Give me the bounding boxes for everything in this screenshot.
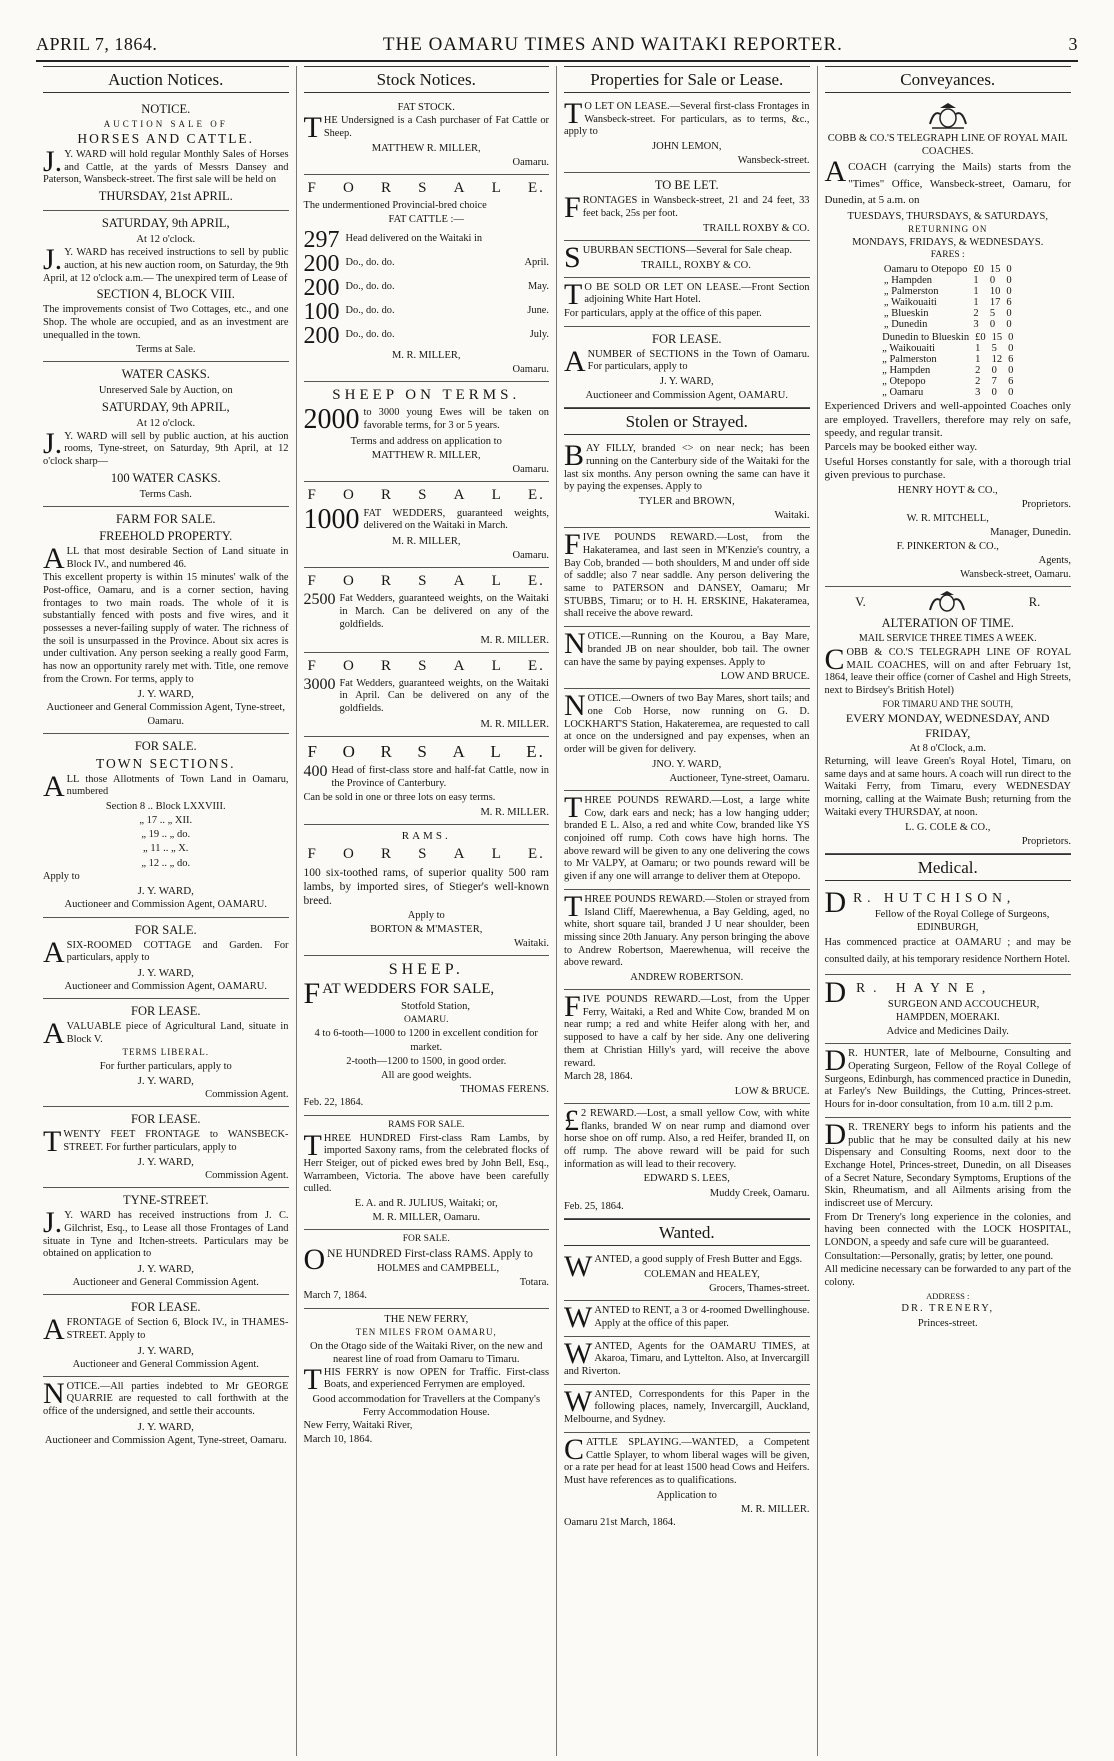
newspaper-title: THE OAMARU TIMES AND WAITAKI REPORTER. [382,34,843,55]
ad-bay-mares-notice [564,689,810,791]
ad-subtitle: SURGEON AND ACCOUCHEUR, [887,998,1040,1010]
royal-crest-icon [927,590,967,614]
for-sale-heading: F O R S A L E. [307,487,545,504]
ad-dr-trenery [825,1118,1072,1335]
ad-subtitle: TOWN SECTIONS. [95,755,236,771]
ad-title: FARM FOR SALE. [116,511,216,526]
ad-for-sale-wedders-2500 [304,568,550,652]
ad-body-2: The improvements consist of Two Cottages, etc., and one Shop. The whole are occupied, and as an investment are unequalled in the town. [43,304,289,341]
ad-place: Oamaru. [512,464,549,476]
ad-body: ASIX-ROOMED COTTAGE and Garden. For particulars, apply to [43,935,289,969]
ad-terms: Terms at Sale. [135,344,196,356]
ad-for-sale-wedders-3000 [304,653,550,737]
ad-lot: 100 WATER CASKS. [110,470,221,485]
ad-number-row [304,677,550,717]
ad-place: EDINBURGH, [917,921,979,933]
ad-subtitle: Unreserved Sale by Auction, on [98,385,233,397]
ad-farm-for-sale [43,507,289,734]
ad-address-label: ADDRESS : [926,1290,970,1301]
ad-new-ferry [304,1309,550,1452]
ad-signature: LOW AND BRUCE. [720,671,810,683]
ad-place: Waitaki. [774,510,810,522]
ad-body: NOTICE.—Owners of two Bay Mares, short tails; and one Cob Horse, now running on G. D. LOCKHART'S Station, Hakateremea, are requested to call at once on the undersigned and pay expenses, when an order will be given for delivery. [564,689,810,756]
ad-signature: M. R. MILLER. [480,634,549,646]
ad-place-2: OAMARU. [403,1014,449,1025]
ad-title: FOR SALE. [134,922,197,937]
ad-place: Stotfold Station, [401,1001,471,1013]
table-row: „ Waikouaiti 1 17 6 [883,297,1012,309]
column-conveyances [818,66,1079,1756]
ad-title: SHEEP ON TERMS. [332,386,521,403]
page-number: 3 [1068,34,1078,54]
issue-date: APRIL 7, 1864. [36,34,158,54]
ad-water-casks [43,362,289,506]
ad-body: J.Y. WARD has received instructions from J. C. Gilchrist, Esq., to Lease all those Frontages of Land situate in Tyne and Itchen-streets. Particulars may be obtained on application to [43,1206,289,1260]
ad-number: 1000 [303,504,360,536]
ad-rams-for-sale [304,1116,550,1231]
section-heading-medical: Medical. [825,854,1072,881]
ad-signature-3-place: Wansbeck-street, Oamaru. [960,569,1071,581]
ad-title: SATURDAY, 9th APRIL, [101,216,230,231]
ad-date: March 28, 1864. [564,1071,633,1083]
ad-signature: LOW & BRUCE. [734,1085,810,1097]
column-properties [557,66,818,1756]
ad-body: Advice and Medicines Daily. [886,1026,1009,1038]
ad-body: ONE HUNDRED First-class RAMS. Apply to [303,1243,533,1277]
ad-body: BAY FILLY, branded <> on near neck; has been running on the Canterbury side of the Waitaki for the last six months. Any person owning the same can have it by paying the expenses. Apply to [564,439,810,493]
table-row: „ Otepopo 2 7 6 [882,376,1014,388]
ad-subtitle: FAT WEDDERS FOR SALE, [303,977,495,1011]
ad-apply: For further particulars, apply to [99,1060,232,1072]
ad-subtitle: At 12 o'clock. [136,234,196,246]
ad-for-lease-sections [564,327,810,409]
section-row: „ 17 .. „ XII. [139,815,193,827]
ad-body-2: Can be sold in one or three lots on easy terms. [303,792,496,804]
for-sale-heading: F O R S A L E. [307,846,545,862]
ad-days: TUESDAYS, THURSDAYS, & SATURDAYS, [847,210,1049,222]
ad-body: Fat Wedders, guaranteed weights, on the Waitaki in April. Can be delivered on any of the goldfields. [339,677,549,714]
table-row: „ Hampden 1 0 0 [883,275,1012,287]
ad-signature-2-detail: Manager, Dunedin. [990,526,1071,538]
cattle-row: 297 Head delivered on the Waitaki in [303,226,483,253]
ad-signature: HENRY HOYT & CO., [897,484,998,496]
ad-line: 4 to 6-tooth—1000 to 1200 in excellent condition for market. [314,1028,538,1053]
ad-body: ACOACH (carrying the Mails) starts from the "Times" Office, Wansbeck-street, Oamaru, for Dunedin, at 5 a.m. on [824,155,1071,207]
ad-two-pounds-reward [564,1104,810,1219]
cattle-row: 200 Do., do. do. May. [303,274,549,301]
column-auction-notices [36,66,297,1756]
ad-fat-stock [304,97,550,175]
ad-suburban-sections [564,241,810,278]
ad-quarrie-notice [43,1377,289,1452]
ad-cottage [43,918,289,1000]
ad-signature: JOHN LEMON, [652,141,722,153]
ad-section-lease [43,211,289,362]
ad-signature: TRAILL, ROXBY & CO. [641,259,751,271]
ad-apply: Apply to [43,870,80,882]
ad-title: THE NEW FERRY, [384,1314,469,1326]
section-row: „ 12 .. „ do. [141,857,191,869]
ad-title: RAMS FOR SALE. [388,1119,465,1130]
ad-place: Totara. [519,1277,549,1289]
ad-to-be-let [564,173,810,241]
ad-days: EVERY MONDAY, WEDNESDAY, AND FRIDAY, [845,710,1050,740]
ad-for-sale-cattle [304,175,550,382]
section-heading-stolen: Stolen or Strayed. [564,408,810,435]
cattle-row: 100 Do., do. do. June. [303,298,549,325]
ad-three-pounds-reward-2 [564,890,810,990]
ad-alteration-of-time [825,587,1072,853]
ad-body: THREE POUNDS REWARD.—Stolen or strayed from Island Cliff, Maerewhenua, a Bay Gelding, aged, no white, short square tail, branded J U near shoulder, been missing since 20th January. Any person bringing the above to Andrew Robertson, Maerewhenua, will receive the above reward. [564,889,810,969]
ad-body-2: For particulars, apply at the office of this paper. [564,308,762,319]
ad-body: THREE HUNDRED First-class Ram Lambs, by imported Saxony rams, from the celebrated flocks of Herr Steiger, out of picked ewes bred by John Bell, Esq., Warrambeen, Victoria. The above have been carefully culled. [303,1128,549,1195]
ad-body: ANUMBER of SECTIONS in the Town of Oamaru. For particulars, apply to [564,344,810,378]
ad-place: Grocers, Thames-street. [709,1283,810,1295]
ad-three-pounds-reward-1 [564,791,810,890]
ad-body-3: Consultation:—Personally, gratis; by letter, one pound. [824,1250,1054,1262]
ad-for-sale-cattle-400 [304,737,550,825]
ad-title: TO BE LET. [654,178,719,193]
ad-signature: THOMAS FERENS. [460,1083,549,1095]
ad-number-row [304,764,550,791]
ad-apply: Apply to [407,910,445,922]
ad-title: FAT STOCK. [397,102,455,113]
ad-to-let-lease [564,97,810,173]
ad-time: At 8 o'Clock, a.m. [909,742,987,754]
ad-signature: M. R. MILLER. [480,718,549,730]
ad-body: Head of first-class store and half-fat Cattle, now in the Province of Canterbury. [331,764,549,789]
table-row: „ Palmerston 1 10 0 [883,286,1012,298]
ad-rams [304,825,550,956]
section-heading: Properties for Sale or Lease. [564,66,810,93]
ad-wanted-rent [564,1301,810,1336]
ad-sheep [304,956,550,1115]
ad-body: DR. HUNTER, late of Melbourne, Consulting and Operating Surgeon, Fellow of the Royal College of Surgeons, Edinburgh, has commenced practice in Dunedin, at Farley's New Buildings, the Cutting, Princes-street. Hours for in-door consultation, from 10 a.m. till 2 p.m. [824,1044,1071,1111]
ad-route: FOR TIMARU AND THE SOUTH, [882,698,1013,709]
ad-body: AFRONTAGE of Section 6, Block IV., in THAMES-STREET. Apply to [43,1313,289,1347]
ad-title: SHEEP. [388,961,464,979]
ad-signature-2: M. R. MILLER, Oamaru. [372,1212,481,1224]
ad-wanted-agents [564,1337,810,1385]
ad-body: FIVE POUNDS REWARD.—Lost, from the Upper Ferry, Waitaki, a Red and White Cow, branded M on near rump; a red and white Heifer along with her, and supposed to have a calf by her side. Any one delivering them at Christian Hilly's yard, will receive the above reward. [564,990,810,1069]
fares-heading: FARES : [930,250,965,261]
ad-body: WANTED, Correspondents for this Paper in the following places, namely, Invercargill, Auckland, Melbourne, and Sydney. [564,1384,810,1426]
ad-bay-filly [564,439,810,528]
ad-signature-detail: Proprietors. [1021,498,1071,510]
ad-wanted-correspondents [564,1385,810,1433]
ad-date: SATURDAY, 9th APRIL, [101,399,230,414]
ad-body: TO BE SOLD OR LET ON LEASE.—Front Section adjoining White Hart Hotel. [564,277,810,311]
ad-body: Fat Wedders, guaranteed weights, on the Waitaki in March. Can be delivered on any of the goldfields. [339,593,549,630]
ad-date: Feb. 22, 1864. [303,1097,364,1109]
ad-signature: L. G. COLE & CO., [905,821,991,833]
ad-signature-detail: Auctioneer and Commission Agent, OAMARU. [64,980,267,992]
ad-title: ALTERATION OF TIME. [881,616,1014,631]
ad-kourou-notice [564,627,810,689]
ad-body-4: Useful Horses constantly for sale, with a thorough trial given previous to purchase. [824,455,1071,482]
ad-body: On the Otago side of the Waitaki River, on the new and nearest line of road from Oamaru to Timaru. [310,1340,543,1365]
masthead [36,34,1078,62]
ad-signature: J. Y. WARD, [137,1263,194,1276]
ad-thames-street [43,1295,289,1377]
ad-signature-3: F. PINKERTON & CO., [896,541,999,553]
ad-signature-detail: Auctioneer and General Commission Agent. [72,1277,259,1289]
doctor-name: DR. HAYNE, [824,975,994,1009]
ad-place: New Ferry, Waitaki River, [303,1420,413,1432]
ad-signature-3-detail: Agents, [1038,555,1071,567]
ad-place: Oamaru. [512,156,549,168]
ad-body: ALL those Allotments of Town Land in Oamaru, numbered [43,769,289,803]
ad-body: WANTED, a good supply of Fresh Butter and Eggs. [564,1250,803,1284]
ad-heading: HORSES AND CATTLE. [77,131,255,146]
ad-five-pounds-reward-2 [564,990,810,1104]
ad-body: FRONTAGES in Wansbeck-street, 21 and 24 feet, 33 feet back, 25s per foot. [564,191,810,225]
ad-body: WANTED to RENT, a 3 or 4-roomed Dwellinghouse. Apply at the office of this paper. [564,1301,810,1335]
ad-title: RAMS. [401,830,451,842]
ad-signature: M. R. MILLER. [480,806,549,818]
table-row: Dunedin to Blueskin £0 15 0 [882,332,1014,344]
ad-title: FOR LEASE. [131,1111,201,1126]
ad-intro: The undermentioned Provincial-bred choice [303,199,487,211]
ad-signature: EDWARD S. LEES, [643,1173,730,1185]
ad-signature: J. Y. WARD, [137,688,194,701]
ad-body-3: Parcels may be booked either way. [824,441,978,454]
ad-lot: SECTION 4, BLOCK VIII. [96,287,235,302]
ad-signature-detail: Auctioneer and General Commission Agent, Tyne-street, Oamaru. [46,702,285,727]
ad-place: HAMPDEN, MOERAKI. [895,1011,1000,1023]
ad-signature: J. Y. WARD, [137,1156,194,1169]
fares-table-dunedin [879,332,1016,398]
ad-body-2: From Dr Trenery's long experience in the colonies, and having been connected with the LOCK HOSPITAL, LONDON, a speedy and safe cure will be guaranteed. [824,1211,1071,1249]
ad-signature: J. Y. WARD, [137,1420,194,1433]
ad-number: 3000 [303,675,336,693]
table-row: „ Waikouaiti 1 5 0 [882,343,1014,355]
ad-body: TWENTY FEET FRONTAGE to WANSBECK-STREET. For further particulars, apply to [43,1124,289,1158]
ad-number-row [304,592,550,632]
ad-body: THREE POUNDS REWARD.—Lost, a large white Cow, dark ears and neck; has a low hanging udder; branded E L. Also, a red and white Cow, branded like YS conjoined off rump. Coth cows have high horns. The above reward will be given to any one delivering the cows to Mr VALPY, at Oamaru; or two pounds reward will be given if any one will arrange to deliver them at Otepopo. [564,791,810,883]
doctor-name: DR. HUTCHISON, [824,885,1016,919]
ad-body-2: Terms and address on application to [350,435,502,447]
ad-body: NOTICE.—All parties indebted to Mr GEORGE QUARRIE are requested to call forthwith at the office of the undersigned, and settle their accounts. [43,1376,289,1418]
table-row: Oamaru to Otepopo £0 15 0 [883,264,1012,276]
ad-body: NOTICE.—Running on the Kourou, a Bay Mare, branded JB on near shoulder, bob tail. The owner can have the same by paying expenses. Apply to [564,627,810,668]
ad-subtitle: TEN MILES FROM OAMARU, [355,1327,497,1338]
section-heading-wanted: Wanted. [564,1219,810,1246]
ad-body: FAT WEDDERS, guaranteed weights, delivered on the Waitaki in March. [363,507,549,532]
ad-five-pounds-reward-1 [564,528,810,627]
ad-sold-or-let [564,278,810,327]
ad-subtitle: MAIL SERVICE THREE TIMES A WEEK. [858,633,1037,645]
ad-place: Wansbeck-street. [737,155,810,167]
ad-date: Feb. 25, 1864. [564,1200,624,1212]
ad-line: 2-tooth—1200 to 1500, in good order. [346,1055,507,1067]
section-heading: Conveyances. [825,66,1072,93]
ad-body: CATTLE SPLAYING.—WANTED, a Competent Cattle Splayer, to whom liberal wages will be given, or a rate per head for at least 1500 head Cows and Heifers. Must have references as to qualifications. [564,1432,810,1486]
ad-number: 400 [303,762,328,780]
ad-signature: COLEMAN and HEALEY, [644,1269,760,1281]
ad-body: ALL that most desirable Section of Land situate in Block IV., and numbered 46. [43,541,289,575]
ad-signature: J. Y. WARD, [137,885,194,898]
ad-signature: J. Y. WARD, [137,966,194,979]
ad-time: At 12 o'clock. [136,417,196,429]
ad-subtitle: FREEHOLD PROPERTY. [99,528,233,543]
ad-dr-hayne [825,975,1072,1045]
ad-place: Waitaki. [513,938,549,950]
ad-title: FOR SALE. [402,1234,450,1245]
ad-title: FOR SALE. [134,738,197,753]
ad-body: TO LET ON LEASE.—Several first-class Frontages in Wansbeck-street. For particulars, as to terms, &c., apply to [564,97,810,138]
ad-wanted-butter [564,1250,810,1301]
ad-signature-detail: Commission Agent. [205,1088,289,1100]
ad-terms: TERMS LIBERAL. [122,1047,209,1058]
ad-town-sections [43,734,289,918]
ad-signature: M. R. MILLER, [391,536,461,548]
ad-signature: DR. TRENERY, [901,1303,995,1315]
crest-r: R. [1028,594,1041,609]
ad-body-2: Returning, will leave Green's Royal Hotel, Timaru, on same days and at same hours. A coach will run direct to the Waitaki Ferry, from Timaru, every WEDNESDAY morning, calling at the Waimate Bush; returning from the Waitaki every THURSDAY, at noon. [824,756,1071,818]
ad-title: TYNE-STREET. [122,1193,209,1208]
ad-body: WANTED, Agents for the OAMARU TIMES, at Akaroa, Timaru, and Lyttelton. Also, at Invercargill and Riverton. [564,1336,810,1378]
ad-body: SUBURBAN SECTIONS—Several for Sale cheap. [564,240,792,274]
ad-title: WATER CASKS. [121,367,210,382]
ad-signature: MATTHEW R. MILLER, [371,142,481,154]
ad-frontage-wansbeck [43,1107,289,1189]
ad-signature: J. Y. WARD, [137,1344,194,1357]
column-stock-notices [297,66,558,1756]
ad-date: March 7, 1864. [303,1290,367,1302]
ad-body-3: Good accommodation for Travellers at the Company's Ferry Accommodation House. [312,1394,541,1419]
ad-apply: Application to [656,1489,717,1501]
for-sale-heading: F O R S A L E. [307,657,545,674]
section-row: „ 19 .. „ do. [141,829,191,841]
section-heading: Auction Notices. [43,66,289,93]
ad-signature: TYLER and BROWN, [638,496,735,508]
ad-title: NOTICE. [141,102,191,116]
ad-body: Has commenced practice at OAMARU ; and may be consulted daily, at his temporary residence Northern Hotel. [824,937,1071,966]
ad-subtitle: FAT CATTLE :— [388,214,464,226]
ad-signature: E. A. and R. JULIUS, Waitaki; or, [354,1198,498,1210]
ad-place: Oamaru. [512,550,549,562]
ad-subtitle: AUCTION SALE OF [103,119,228,129]
ad-body-2: THIS FERRY is now OPEN for Traffic. First-class Boats, and experienced Ferrymen are employed. [303,1362,549,1396]
ad-date: THURSDAY, 21st APRIL. [98,189,233,204]
ad-body: AVALUABLE piece of Agricultural Land, situate in Block V. [43,1017,289,1050]
for-sale-heading: F O R S A L E. [307,741,545,761]
ad-body-2: Experienced Drivers and well-appointed Coaches only are employed. Travellers, therefore may rely on safe, speedy, and regular transit. [824,400,1071,439]
ad-body: THE Undersigned is a Cash purchaser of Fat Cattle or Sheep. [303,111,549,145]
ad-days-2: MONDAYS, FRIDAYS, & WEDNESDAYS. [852,237,1044,249]
ad-signature: BORTON & M'MASTER, [370,924,483,936]
ad-number-row [303,403,550,435]
ad-body: DR. TRENERY begs to inform his patients and the public that he may be consulted daily at his new Dispensary and Consulting Rooms, next door to the Exchange Hotel, Princes-street, Dunedin, on all Diseases of a Secret Nature, Secondary Symptoms, Eruptions of the Skin, Rheumatism, and all Ailments arising from the indiscreet use of Mercury. [824,1117,1071,1209]
ad-signature: M. R. MILLER, [391,349,461,361]
ad-signature-detail: Auctioneer and General Commission Agent. [72,1358,259,1370]
ad-signature: MATTHEW R. MILLER, [371,449,481,461]
ad-signature-2: W. R. MITCHELL, [906,512,989,524]
ad-body: J.Y. WARD will sell by public auction, at his auction rooms, Tyne-street, on Saturday, 9th April, at 12 o'clock sharp— [43,426,289,468]
royal-crest-icon [926,102,970,130]
ad-title: COBB & CO.'S TELEGRAPH LINE OF ROYAL MAIL COACHES. [827,133,1068,158]
ad-signature-detail: Auctioneer, Tyne-street, Oamaru. [669,772,810,784]
ad-title: FOR LEASE. [652,331,722,346]
section-row: „ 11 .. „ X. [143,843,189,855]
table-row: „ Hampden 2 0 0 [882,365,1014,377]
ad-dr-hutchison [825,885,1072,975]
ad-signature: ANDREW ROBERTSON. [630,971,744,983]
ad-body-2: This excellent property is within 15 minutes' walk of the Post-office, Oamaru, and is a corner section, having frontages to two main roads. The whole of it is substantially fenced with posts and five wires, and it possesses a never-failing supply of water. The richness of the soil is unsurpassed in the Province. About six acres is under cultivation. Any person seeking a really good Farm, has now an opportunity rarely met with. Title, one remove from the Crown. For terms, apply to [43,572,289,685]
table-row: „ Palmerston 1 12 6 [882,354,1014,366]
ad-signature-detail: Auctioneer and Commission Agent, OAMARU. [64,899,267,911]
ad-body: J.Y. WARD will hold regular Monthly Sales of Horses and Cattle, at the yards of Messrs Dansey and Paterson, Wansbeck-street. The first sale will be held on [43,145,289,186]
ad-horses-cattle [43,97,289,211]
ad-place: Muddy Creek, Oamaru. [709,1187,810,1199]
ad-line: All are good weights. [381,1069,472,1081]
table-row: „ Dunedin 3 0 0 [883,319,1012,331]
ad-body: COBB & CO.'S TELEGRAPH LINE OF ROYAL MAIL COACHES, will on and after February 1st, 1864, leave their office (corner of Cashel and High Streets, next to Birdsey's British Hotel) [824,642,1071,696]
table-row: „ Blueskin 2 5 0 [883,308,1012,320]
ad-signature: J. Y. WARD, [659,376,714,388]
ad-title: FOR LEASE. [131,1300,201,1315]
ad-subtitle: Fellow of the Royal College of Surgeons, [874,908,1050,920]
ad-place: Oamaru. [512,363,549,375]
for-sale-heading: F O R S A L E. [307,573,545,590]
ad-body: J.Y. WARD has received instructions to sell by public auction, at his new auction room, on Saturday, the 9th April, at 12 o'clock a.m.— The unexpired term of Lease of [43,243,289,284]
vr-crest-row [825,590,1072,614]
ad-body-4: All medicine necessary can be forwarded to any part of the colony. [824,1264,1071,1289]
ad-body: £2 REWARD.—Lost, a small yellow Cow, with white flanks, branded W on near rump and diamond over horse shoe on off rump. Also, a red Heifer, branded II, on off rump. The above reward will be paid for such information as will lead to their recovery. [564,1104,810,1170]
ad-signature-detail: Auctioneer and Commission Agent, OAMARU. [585,390,788,402]
ad-cobb-coaches [825,97,1072,587]
ad-cattle-splaying [564,1433,810,1535]
ad-sheep-on-terms [304,382,550,482]
ad-place: Princes-street. [917,1317,978,1329]
ad-number-row [304,506,550,534]
ad-signature: M. R. MILLER. [740,1503,810,1515]
ad-body: FIVE POUNDS REWARD.—Lost, from the Hakateramea, and last seen in M'Kenzie's country, a Bay Cob, branded — both shoulders, M and under off side of saddle; also 7 near saddle. Any person delivering the same to PATERSON and DANSEY, Oamaru; Mr STUBBS, Timaru; or to H. H. ERSKINE, Hakateramea, shall receive the above reward. [564,528,810,620]
ad-tyne-street [43,1188,289,1295]
table-row: „ Oamaru 3 0 0 [882,387,1014,399]
ad-signature: JNO. Y. WARD, [652,758,722,770]
crest-v: V. [855,594,866,609]
ad-signature: HOLMES and CAMPBELL, [376,1263,500,1275]
ad-returning: RETURNING ON [908,223,988,234]
ad-signature: TRAILL ROXBY & CO. [702,222,810,234]
ad-number: 2000 [303,403,360,435]
ad-signature-detail: Proprietors. [1021,835,1071,847]
cattle-row: 200 Do., do. do. April. [303,250,549,277]
ad-number: 2500 [303,591,336,609]
for-sale-heading: F O R S A L E. [307,179,545,196]
section-heading: Stock Notices. [304,66,550,93]
ad-for-sale-wedders-1000 [304,482,550,568]
ad-signature: J. Y. WARD, [137,1074,194,1087]
section-row: Section 8 .. Block LXXVIII. [105,801,226,813]
ad-body: to 3000 young Ewes will be taken on favorable terms, for 3 or 5 years. [363,407,549,431]
ad-agricultural-land [43,999,289,1107]
ad-dr-hunter [825,1044,1072,1117]
ad-body: 100 six-toothed rams, of superior quality 500 ram lambs, by imported sires, of Stieger's well-known breed. [303,867,549,908]
ad-signature-detail: Auctioneer and Commission Agent, Tyne-street, Oamaru. [44,1434,287,1446]
ad-signature-detail: Commission Agent. [205,1170,289,1182]
cattle-row: 200 Do., do. do. July. [303,322,549,349]
ad-rams-holmes [304,1230,550,1309]
ad-title: FOR LEASE. [131,1004,201,1018]
ad-date: Oamaru 21st March, 1864. [564,1516,676,1528]
fares-table-oamaru [881,264,1015,330]
ad-date: March 10, 1864. [303,1434,373,1446]
ad-terms: Terms Cash. [139,488,192,500]
